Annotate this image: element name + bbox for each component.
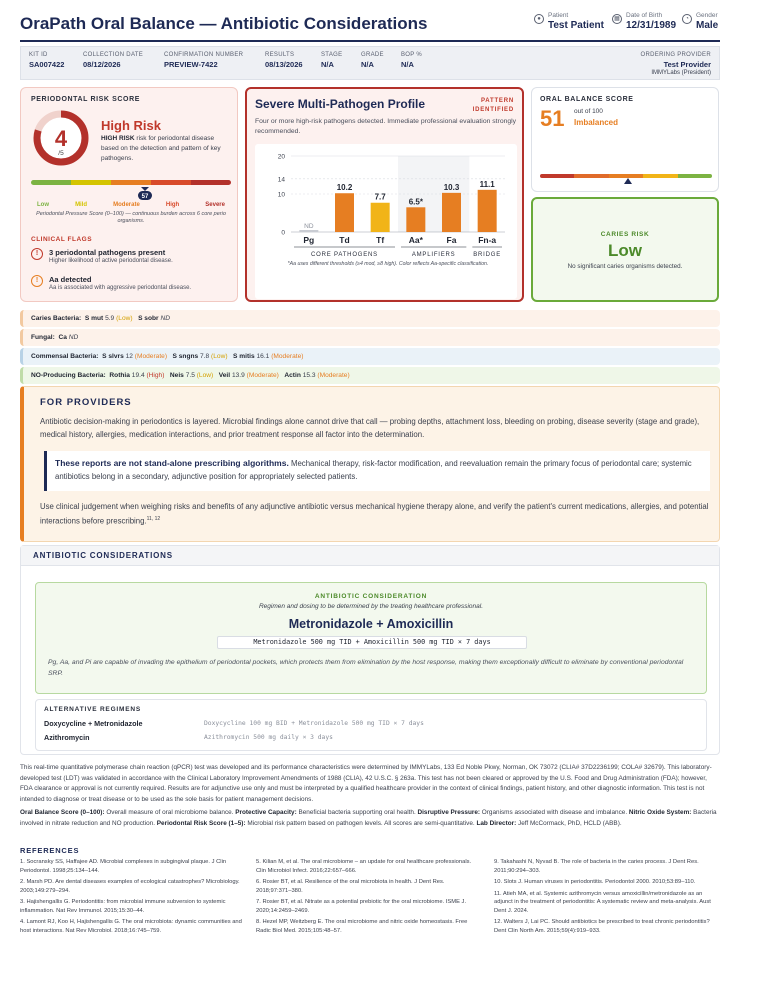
organism-level: (Moderate): [317, 372, 350, 379]
commensal-bacteria-strip: [20, 348, 720, 365]
pathogen-profile-card: [245, 87, 524, 302]
risk-scale-bar: [31, 180, 231, 185]
caries-risk-card: [531, 197, 719, 302]
chart-data-label: ND: [304, 223, 314, 230]
risk-scale-label: Low: [37, 202, 49, 208]
chart-footnote: *Aa uses different thresholds (≥4 mod, ≥8 high). Color reflects Aa-specific classification.: [287, 261, 489, 267]
definition-text: Overall measure of oral microbiome balance.: [104, 809, 236, 816]
provider-label: ORDERING PROVIDER: [640, 52, 711, 58]
kit-id-value: SA007422: [29, 60, 65, 69]
risk-score-denominator: /5: [58, 150, 64, 157]
user-icon: ●: [534, 14, 544, 24]
antibiotic-section-title: ANTIBIOTIC CONSIDERATIONS: [21, 546, 719, 566]
organism-value: ND: [68, 334, 79, 341]
definition-text: Organisms associated with disease and imbalance.: [480, 809, 629, 816]
organism-level: (Moderate): [271, 353, 304, 360]
gender-value: Male: [696, 20, 719, 31]
risk-scale-segment: [71, 180, 111, 185]
clinical-flag-title: Aa detected: [49, 275, 92, 284]
clinical-flags-title: CLINICAL FLAGS: [31, 236, 93, 243]
oral-balance-score: 51: [540, 106, 565, 131]
for-providers-title: FOR PROVIDERS: [40, 397, 132, 408]
caries-bacteria-strip: [20, 310, 720, 327]
recommended-drug: Metronidazole + Amoxicillin: [288, 617, 454, 631]
chart-bar: [299, 230, 318, 232]
reference-item: 7. Rosier BT, et al. Nitrate as a potential prebiotic for the oral microbiome. ISME J. 2020;14:2459–2469.: [256, 899, 467, 914]
reference-item: 12. Walters J, Lai PC. Should antibiotics be prescribed to treat chronic periodontitis? Dent Clin North Am. 2015;59(4):919–933.: [494, 919, 710, 934]
risk-scale-note: Periodontal Pressure Score (0–100) — continuous burden across 6 core perio organisms.: [36, 211, 226, 224]
chart-category-label: Aa*: [408, 235, 423, 245]
reference-item: 4. Lamont RJ, Koo H, Hajishengallis G. The oral microbiota: dynamic communities and host interactions. Nat Rev Microbiol. 2018;16:745–759.: [20, 919, 242, 934]
risk-scale-label: High: [165, 202, 180, 208]
organism-name: S slvrs: [102, 353, 124, 360]
bop: [401, 52, 422, 69]
reference-item: 8. Hezel MP, Weitzberg E. The oral microbiome and nitric oxide homeostasis. Free Radic Biol Med. 2015;105:48–57.: [256, 919, 468, 934]
chart-data-label: 10.3: [443, 182, 460, 192]
strip-title: Fungal:: [31, 334, 55, 341]
chart-bar: [406, 207, 425, 232]
stage-label: STAGE: [321, 52, 343, 58]
reference-item: 6. Rosier BT, et al. Resilience of the oral microbiota in health. J Dent Res. 2018;97:371–380.: [256, 879, 445, 894]
gender-label: Gender: [696, 12, 718, 19]
clinical-judgement-text: Use clinical judgement when weighing risks and benefits of any adjunctive antibiotic versus mechanical hygiene therapy alone, and verify the patient's current medications, allergies, and potential interactions before prescribing.: [40, 502, 709, 526]
references-column: [20, 858, 245, 938]
score-definitions: [20, 808, 720, 829]
alternative-regimen-dose: Doxycycline 100 mg BID + Metronidazole 500 mg TID × 7 days: [204, 720, 424, 727]
strip-title: Commensal Bacteria:: [31, 353, 99, 360]
risk-scale-labels: [31, 202, 231, 208]
profile-title: Severe Multi-Pathogen Profile: [255, 97, 426, 111]
organism-name: S sngns: [172, 353, 199, 360]
report-title: OraPath Oral Balance — Antibiotic Considerations: [20, 14, 428, 33]
caries-risk-value: Low: [608, 241, 642, 260]
definition-term: Oral Balance Score (0–100):: [20, 809, 105, 816]
references-column: [256, 858, 481, 938]
alternative-regimen-name: Azithromycin: [44, 733, 90, 742]
organism-name: S mitis: [233, 353, 255, 360]
lab-disclaimer: This real-time quantitative polymerase chain reaction (qPCR) test was developed and its performance characteristics were determined by IMMYLabs, 133 Ed Noble Pkwy, Norman, OK 73072 (CLIA# 37D2236199; COLA# 32679). This laboratory-developed test (LDT) was validated in accordance with the Clinical Laboratory Improvement Amendments of 1988 (CLIA), 42 U.S.C. § 263a. This test has not been cleared or approved by the U.S. Food and Drug Administration (FDA); however, FDA clearance or approval is not currently required. Results are for adjunctive use only and must be interpreted by a qualified healthcare provider in the context of clinical findings, patient history, and other diagnostic information. This test is not intended to diagnose or treat disease or to be used as the sole basis for patient management decisions.: [20, 764, 712, 803]
reference-item: 2. Marsh PD. Are dental diseases examples of ecological catastrophes? Microbiology. 2003;149:279–294.: [20, 879, 240, 894]
definition-term: Lab Director:: [476, 819, 517, 827]
risk-scale-label: Moderate: [113, 202, 140, 208]
bop-label: BOP %: [401, 52, 423, 58]
chart-y-tick: 14: [277, 176, 285, 184]
dob-label: Date of Birth: [626, 12, 663, 19]
organism-value: 15.3: [302, 372, 316, 379]
recommended-dose: Metronidazole 500 mg TID + Amoxicillin 500 mg TID × 7 days: [217, 636, 527, 649]
risk-scale-segment: [111, 180, 151, 185]
risk-scale-label: Mild: [75, 202, 88, 208]
callout-text: Mechanical therapy, risk-factor modification, and reevaluation remain the primary focus of periodontal care; systemic antibiotics belong in a secondary, adjunctive position for appropriately selected patients.: [55, 459, 692, 481]
risk-level: High Risk: [101, 118, 161, 133]
risk-scale-segment: [191, 180, 231, 185]
no-producing-bacteria-strip: [20, 367, 720, 384]
results-label: RESULTS: [265, 52, 295, 58]
risk-scale-label: Severe: [205, 202, 225, 208]
risk-scale-marker: [137, 187, 153, 201]
chart-category-label: Pg: [303, 235, 315, 245]
organism-name: S mut: [84, 315, 104, 322]
organism-value: 7.8: [200, 353, 210, 360]
alternative-regimens-title: ALTERNATIVE REGIMENS: [44, 706, 142, 713]
chart-group-label: CORE PATHOGENS: [311, 252, 378, 258]
antibiotic-consideration-box: [35, 582, 707, 694]
organism-value: 12: [125, 353, 133, 360]
collection-date: [83, 52, 143, 69]
chart-bar: [478, 190, 497, 232]
patient-field: [534, 12, 604, 31]
reference-item: 9. Takahashi N, Nyvad B. The role of bacteria in the caries process. J Dent Res. 2011;90:294–303.: [494, 859, 699, 874]
profile-description: Four or more high-risk pathogens detected. Immediate professional evaluation strongly recommended.: [255, 118, 517, 135]
organism-name: Rothia: [109, 372, 130, 379]
results-date: [265, 52, 303, 69]
chart-category-label: Td: [339, 235, 350, 245]
clinical-judgement-paragraph: [40, 500, 710, 528]
provider-org: IMMYLabs (President): [651, 70, 711, 76]
organism-level: (Moderate): [134, 353, 168, 360]
caries-risk-title: CARIES RISK: [600, 231, 650, 238]
chart-data-label: 6.5*: [408, 197, 423, 207]
clinical-flag-detail: Higher likelihood of active periodontal disease.: [49, 258, 173, 264]
strip-title: NO-Producing Bacteria:: [31, 372, 106, 379]
organism-value: ND: [160, 315, 170, 322]
prescribing-callout: [44, 451, 710, 491]
definition-text: Microbial risk pattern based on pathogen levels. All scores are semi-quantitative.: [245, 819, 477, 827]
organism-level: (High): [146, 372, 165, 379]
chart-y-tick: 20: [277, 153, 285, 161]
chart-group-label: AMPLIFIERS: [411, 252, 456, 258]
antibiotic-section: [20, 545, 720, 755]
antibiotic-consideration-label: ANTIBIOTIC CONSIDERATION: [314, 593, 428, 600]
gender-field: [682, 12, 718, 31]
warning-icon: !: [31, 275, 43, 287]
definition-text: Bacteria involved in nitrate reduction and NO production.: [20, 809, 717, 827]
citation-superscript: 11, 12: [146, 516, 161, 522]
reference-item: 11. Atieh MA, et al. Systemic azithromycin versus amoxicillin/metronidazole as an adjunct in the treatment of periodontitis: A systematic review and meta-analysis. Aust Dent J. 2024.: [494, 890, 711, 914]
reference-item: 3. Hajishengallis G. Periodontitis: from microbial immune subversion to systemic inflammation. Nat Rev Immunol. 2015;15:30–44.: [20, 899, 226, 914]
pathogen-bar-chart: [255, 144, 517, 299]
oral-balance-status: Imbalanced: [574, 118, 619, 127]
antibiotic-note: Pg, Aa, and Pi are capable of invading the epithelium of periodontal pockets, which protects them from elimination by the host response, making them exceptionally difficult to eliminate by conventional periodontal SRP.: [48, 659, 684, 677]
reference-item: 5. Kilian M, et al. The oral microbiome – an update for oral healthcare professionals. Clin Microbiol Infect. 2016;22:657–666.: [256, 859, 472, 874]
gender-icon: ◔: [682, 14, 692, 24]
chart-group-label: BRIDGE: [473, 252, 502, 258]
risk-scale-segment: [31, 180, 71, 185]
strip-title: Caries Bacteria:: [31, 315, 82, 322]
callout-bold: These reports are not stand-alone prescribing algorithms.: [55, 458, 289, 468]
collection-date-value: 08/12/2026: [83, 60, 121, 69]
alternative-regimen-dose: Azithromycin 500 mg daily × 3 days: [204, 734, 333, 741]
risk-card-title: PERIODONTAL RISK SCORE: [31, 96, 141, 103]
definition-term: Protective Capacity:: [235, 809, 297, 816]
organism-value: 19.4: [131, 372, 145, 379]
periodontal-risk-card: [20, 87, 238, 302]
oral-balance-scale-segment: [643, 174, 677, 178]
risk-score-value: 4: [54, 126, 68, 151]
kit-id-label: KIT ID: [29, 52, 48, 58]
definition-term: Nitric Oxide System:: [628, 809, 692, 816]
chart-bar: [371, 203, 390, 232]
results-value: 08/13/2026: [265, 60, 303, 69]
alternative-regimens-box: [35, 699, 707, 751]
patient-label: Patient: [548, 12, 569, 19]
references-title: REFERENCES: [20, 846, 80, 855]
warning-icon: !: [31, 248, 43, 260]
reference-item: 10. Slots J. Human viruses in periodontitis. Periodontol 2000. 2010;53:89–110.: [494, 879, 696, 885]
chart-y-tick: 0: [281, 229, 285, 237]
risk-description: [101, 134, 231, 164]
alternative-regimen-name: Doxycycline + Metronidazole: [44, 719, 143, 728]
organism-name: Neis: [169, 372, 184, 379]
chart-category-label: Fn-a: [478, 235, 497, 245]
organism-level: (Low): [211, 353, 228, 360]
definition-text: Jeff McCormack, PhD, HCLD (ABB).: [516, 819, 622, 827]
calendar-icon: ▦: [612, 14, 622, 24]
pattern-badge: [473, 97, 514, 115]
organism-name: Veil: [218, 372, 231, 379]
antibiotic-consideration-subtitle: Regimen and dosing to be determined by the treating healthcare professional.: [258, 603, 484, 610]
clinical-flag-title: 3 periodontal pathogens present: [49, 248, 166, 257]
chart-bar: [442, 193, 461, 232]
report-header: [20, 8, 720, 42]
risk-description-text: risk for periodontal disease based on the detection and pattern of key pathogens.: [101, 135, 221, 162]
oral-balance-card: [531, 87, 719, 192]
chart-data-label: 7.7: [374, 192, 386, 202]
dob-field: [612, 12, 676, 31]
bop-value: N/A: [401, 60, 414, 69]
risk-description-bold: HIGH RISK: [101, 135, 135, 142]
risk-scale-marker-value: 57: [141, 194, 149, 200]
confirmation-label: CONFIRMATION NUMBER: [164, 52, 244, 58]
oral-balance-marker: [624, 178, 632, 184]
for-providers-box: [20, 386, 720, 542]
for-providers-paragraph: Antibiotic decision-making in periodontics is layered. Microbial findings alone cannot drive that call — probing depths, attachment loss, bleeding on probing, disease severity (stage and grade), medical history, allergies, medication interactions, and prior treatment response all factor into the determination.: [40, 417, 700, 439]
definition-term: Periodontal Risk Score (1–5):: [156, 819, 246, 827]
collection-date-label: COLLECTION DATE: [83, 52, 144, 58]
kit-id: [29, 52, 64, 69]
chart-category-label: Fa: [446, 235, 457, 245]
organism-name: S sobr: [138, 315, 159, 322]
fungal-strip: [20, 329, 720, 346]
oral-balance-scale-segment: [540, 174, 574, 178]
provider-name: Test Provider: [663, 60, 711, 69]
organism-value: 13.9: [231, 372, 245, 379]
grade-label: GRADE: [361, 52, 384, 58]
organism-name: Actin: [284, 372, 301, 379]
pattern-badge-line1: PATTERN: [480, 98, 514, 104]
confirmation-value: PREVIEW-7422: [164, 60, 218, 69]
organism-level: (Moderate): [246, 372, 279, 379]
chart-bar: [335, 193, 354, 232]
pattern-badge-line2: IDENTIFIED: [472, 107, 514, 113]
stage-value: N/A: [321, 60, 334, 69]
risk-scale-segment: [151, 180, 191, 185]
reference-item: 1. Socransky SS, Haffajee AD. Microbial complexes in subgingival plaque. J Clin Periodontol. 1998;25:134–144.: [20, 859, 227, 874]
definition-text: Beneficial bacteria supporting oral health.: [296, 809, 418, 816]
pathogen-chart-svg: [255, 144, 517, 299]
organism-level: (Low): [196, 372, 214, 379]
organism-value: 7.5: [185, 372, 195, 379]
dob-value: 12/31/1989: [626, 20, 677, 31]
oral-balance-scale-segment: [574, 174, 608, 178]
confirmation-number: [164, 52, 243, 69]
chart-category-label: Tf: [376, 235, 385, 245]
grade-value: N/A: [361, 60, 374, 69]
patient-name: Test Patient: [548, 20, 604, 31]
organism-name: Ca: [58, 334, 67, 341]
caries-risk-description: No significant caries organisms detected.: [567, 263, 683, 270]
oral-balance-out-of: out of 100: [574, 108, 603, 115]
chart-data-label: 11.1: [479, 179, 495, 189]
organism-value: 5.9: [105, 315, 115, 322]
definition-term: Disruptive Pressure:: [417, 809, 481, 816]
organism-level: (Low): [116, 315, 133, 322]
clinical-flag-detail: Aa is associated with aggressive periodontal disease.: [49, 285, 192, 291]
references-column: [494, 858, 719, 938]
chart-data-label: 10.2: [336, 183, 353, 193]
kit-info-bar: [20, 46, 720, 80]
organism-value: 16.1: [256, 353, 270, 360]
grade: [361, 52, 384, 69]
ordering-provider: [641, 52, 711, 76]
oral-balance-scale-segment: [678, 174, 712, 178]
stage: [321, 52, 342, 69]
oral-balance-title: ORAL BALANCE SCORE: [540, 96, 634, 103]
chart-y-tick: 10: [277, 191, 285, 199]
